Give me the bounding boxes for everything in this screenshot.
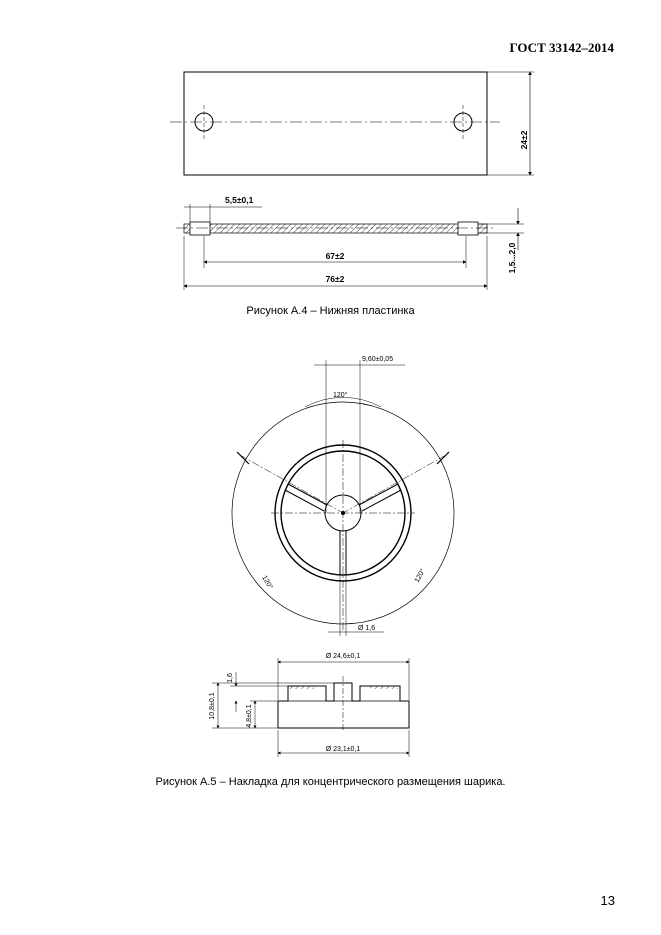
- dim-section-height: 10,8±0,1: [209, 692, 216, 720]
- figure-a4-caption: Рисунок А.4 – Нижняя пластинка: [246, 305, 415, 317]
- dim-angle-right: 120°: [413, 567, 427, 584]
- dim-inner-diameter: Ø 23,1±0,1: [325, 746, 361, 753]
- dim-step: 1,6: [227, 673, 234, 683]
- figure-a4-drawing: [170, 72, 534, 290]
- dim-angle-left: 120°: [260, 574, 274, 591]
- dim-outer-diameter: Ø 24,6±0,1: [325, 653, 361, 660]
- page-number: 13: [600, 893, 615, 908]
- dim-plate-end: 5,5±0,1: [225, 195, 254, 205]
- dim-slot-width: 9,60±0,05: [362, 356, 394, 363]
- dim-hole: Ø 1,6: [358, 625, 376, 632]
- dim-base-height: 4,8±0,1: [246, 704, 253, 728]
- plate-top-view: [184, 72, 487, 175]
- dim-plate-inner: 67±2: [325, 251, 345, 261]
- figure-a5-top-view: [232, 360, 454, 636]
- dim-plate-height: 24±2: [519, 130, 529, 150]
- document-header: ГОСТ 33142–2014: [509, 40, 614, 55]
- dim-plate-total: 76±2: [325, 274, 345, 284]
- dim-angle-top: 120°: [333, 392, 348, 399]
- dim-plate-thickness: 1,5...2,0: [507, 242, 517, 274]
- figure-a5-caption: Рисунок А.5 – Накладка для концентрического размещения шарика.: [155, 776, 506, 788]
- figure-a5-section-view: [212, 658, 409, 757]
